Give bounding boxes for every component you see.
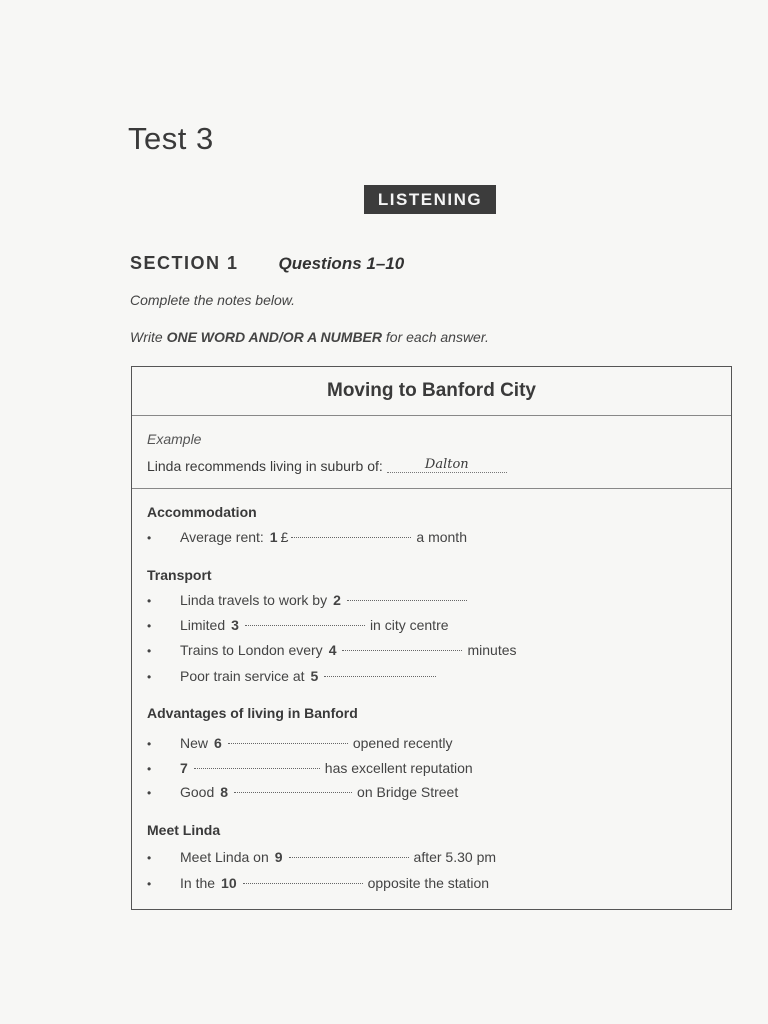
answer-blank-10[interactable] [243, 882, 363, 884]
questions-range: Questions 1–10 [278, 254, 405, 273]
bullet: • [147, 670, 152, 684]
answer-blank-7[interactable] [194, 767, 320, 769]
question-number: 6 [214, 735, 222, 751]
bullet: • [147, 877, 152, 891]
item-suffix: minutes [467, 642, 517, 658]
item-text: Poor train service at [180, 668, 305, 684]
question-7-line [147, 760, 473, 776]
heading-meet-linda: Meet Linda [147, 822, 221, 838]
section-header [130, 253, 404, 274]
instruction-word-limit [130, 329, 489, 345]
question-4-line [147, 642, 517, 658]
answer-blank-5[interactable] [324, 675, 436, 677]
instruction-post: for each answer. [382, 329, 489, 345]
notes-box [131, 366, 732, 910]
question-number: 7 [180, 760, 188, 776]
item-text: Good [180, 784, 215, 800]
heading-advantages: Advantages of living in Banford [147, 705, 358, 721]
section-label: SECTION 1 [130, 253, 239, 273]
bullet: • [147, 644, 152, 658]
instruction-complete-notes: Complete the notes below. [130, 292, 295, 308]
notes-title: Moving to Banford City [132, 367, 731, 416]
currency-symbol: £ [280, 529, 289, 545]
item-suffix: has excellent reputation [324, 760, 473, 776]
answer-blank-8[interactable] [234, 791, 352, 793]
question-number: 3 [231, 617, 239, 633]
answer-blank-6[interactable] [228, 742, 348, 744]
item-suffix: opened recently [352, 735, 453, 751]
item-text: Meet Linda on [180, 849, 269, 865]
question-number: 2 [333, 592, 341, 608]
question-10-line [147, 875, 489, 891]
answer-blank-4[interactable] [342, 649, 462, 651]
bullet: • [147, 594, 152, 608]
heading-transport: Transport [147, 567, 212, 583]
bullet: • [147, 619, 152, 633]
item-suffix: on Bridge Street [357, 784, 459, 800]
question-8-line [147, 784, 458, 800]
answer-blank-1[interactable] [291, 536, 411, 538]
question-number: 4 [328, 642, 337, 658]
question-number: 5 [310, 668, 319, 684]
example-text: Linda recommends living in suburb of: [147, 458, 383, 474]
question-number: 10 [221, 875, 237, 891]
bullet: • [147, 786, 152, 800]
listening-badge: LISTENING [364, 185, 496, 214]
answer-blank-3[interactable] [245, 624, 365, 626]
item-suffix: a month [416, 529, 467, 545]
question-9-line [147, 849, 496, 865]
example-block [132, 416, 731, 489]
bullet: • [147, 762, 152, 776]
item-text: Limited [180, 617, 226, 633]
answer-blank-2[interactable] [347, 599, 467, 601]
item-suffix: opposite the station [367, 875, 490, 891]
item-text: Trains to London every [180, 642, 323, 658]
answer-blank-9[interactable] [289, 856, 409, 858]
example-label: Example [147, 431, 202, 447]
question-1-line [147, 529, 467, 545]
item-suffix: in city centre [369, 617, 449, 633]
question-5-line [147, 668, 439, 684]
heading-accommodation: Accommodation [147, 504, 257, 520]
question-number: 1 [269, 529, 278, 545]
item-text: New [180, 735, 209, 751]
instruction-pre: Write [130, 329, 167, 345]
item-text: In the [180, 875, 216, 891]
bullet: • [147, 737, 152, 751]
example-line [147, 458, 507, 476]
item-suffix: after 5.30 pm [413, 849, 497, 865]
question-6-line [147, 735, 452, 751]
question-2-line [147, 592, 470, 608]
bullet: • [147, 531, 152, 545]
bullet: • [147, 851, 152, 865]
instruction-bold: ONE WORD AND/OR A NUMBER [166, 329, 382, 345]
item-text: Linda travels to work by [180, 592, 328, 608]
example-answer: Dalton [387, 457, 507, 473]
question-number: 9 [274, 849, 283, 865]
question-number: 8 [220, 784, 229, 800]
question-3-line [147, 617, 449, 633]
item-text: Average rent: [180, 529, 264, 545]
page-title: Test 3 [128, 121, 214, 156]
